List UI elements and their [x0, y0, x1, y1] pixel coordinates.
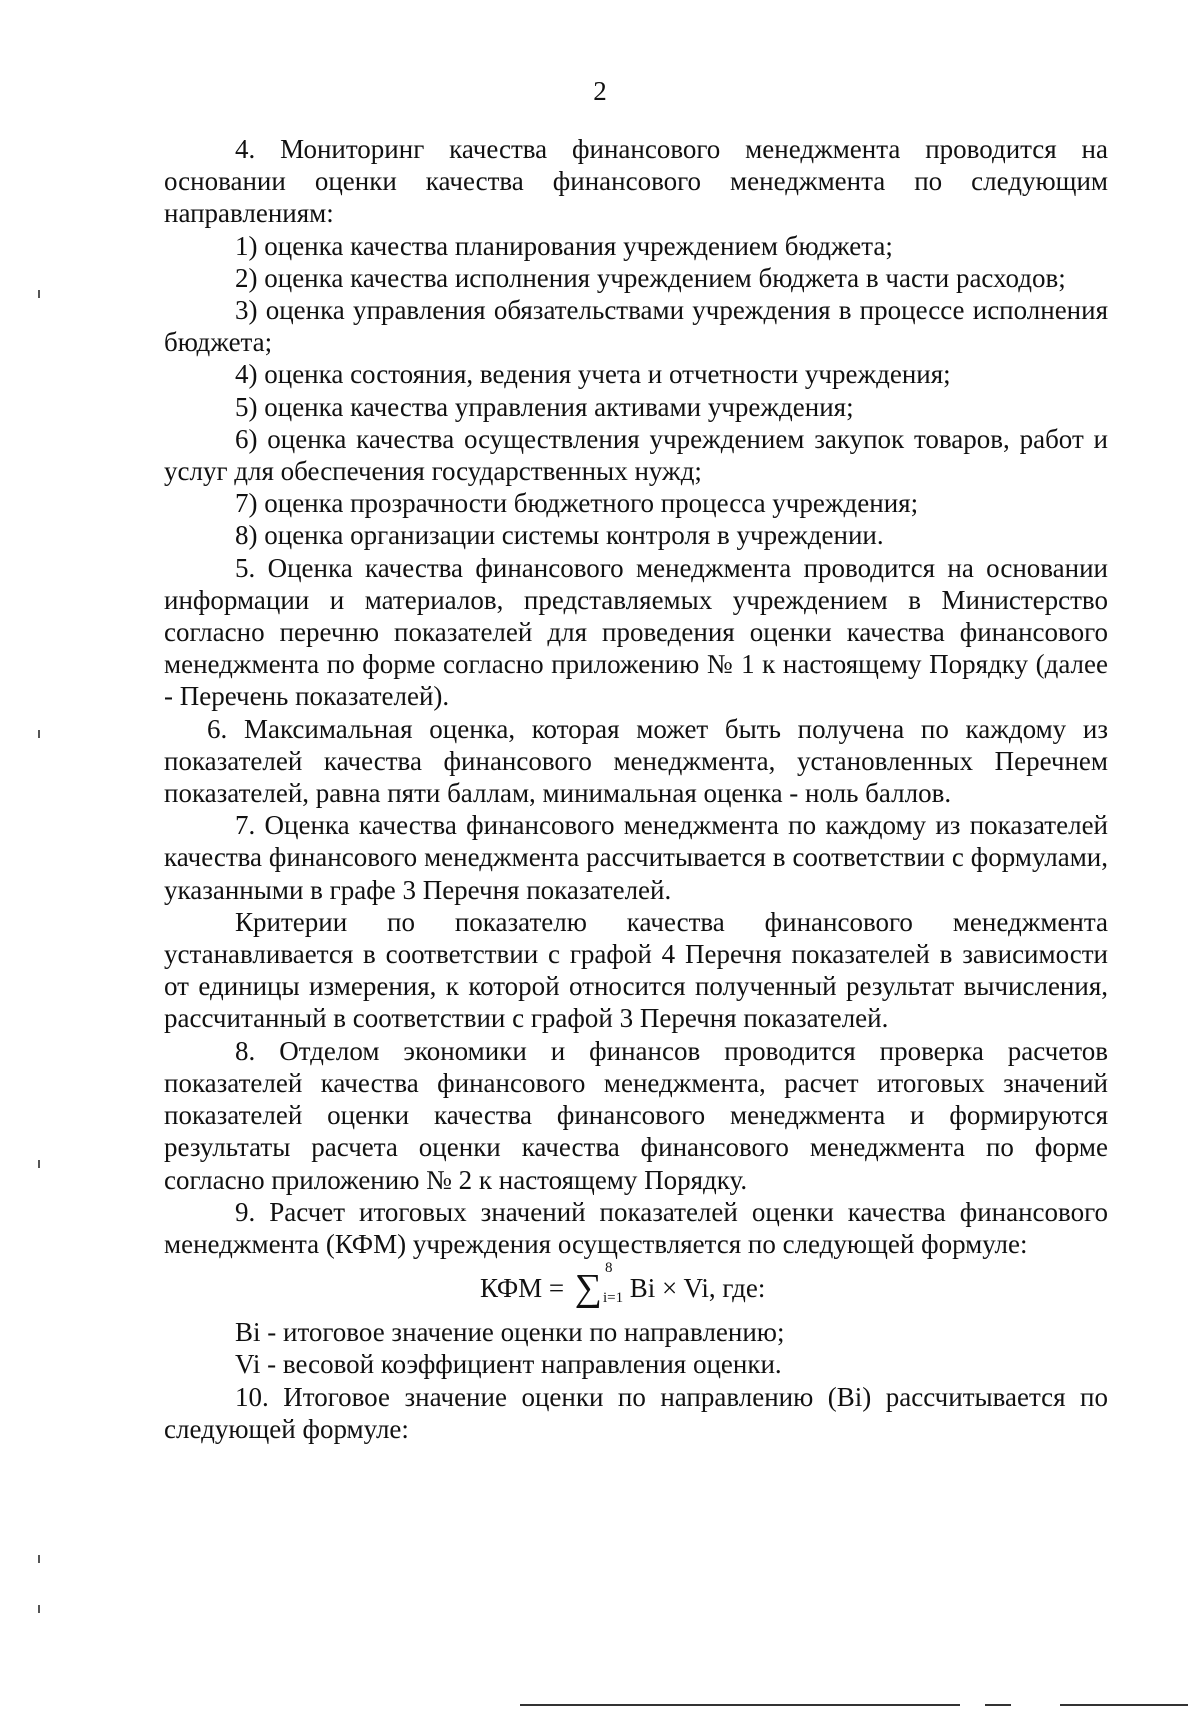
sum-lower-limit: i=1 — [603, 1290, 624, 1307]
sum-upper-limit: 8 — [605, 1260, 613, 1277]
scan-mark — [38, 290, 40, 298]
document-body — [164, 133, 1108, 1445]
list-item-4: 4) оценка состояния, ведения учета и отчетности учреждения; — [235, 359, 951, 390]
paragraph-6: 6. Максимальная оценка, которая может быть получена по каждому из показателей качества финансового менеджмента, установленных Перечнем показателей, равна пяти баллам, минимальная оценка - ноль баллов. — [164, 713, 1108, 809]
page-number: 2 — [593, 76, 607, 106]
scan-mark — [38, 1160, 40, 1168]
definition-bi: Bi - итоговое значение оценки по направлению; — [235, 1317, 785, 1348]
scan-mark — [38, 1605, 40, 1613]
list-item-7: 7) оценка прозрачности бюджетного процесса учреждения; — [235, 488, 919, 519]
formula-lhs: КФМ — [480, 1273, 543, 1304]
sigma-symbol: ∑ — [574, 1267, 602, 1310]
kfm-formula — [164, 1260, 1108, 1310]
paragraph-10: 10. Итоговое значение оценки по направлению (Bi) рассчитывается по следующей формуле: — [164, 1381, 1108, 1444]
paragraph-criteria: Критерии по показателю качества финансового менеджмента устанавливается в соответствии с графой 4 Перечня показателей в зависимости от единицы измерения, к которой относится полученный результат вычисления, рассчитанный в соответствии с графой 3 Перечня показателей. — [164, 906, 1108, 1034]
list-item-1: 1) оценка качества планирования учреждением бюджета; — [235, 230, 893, 261]
scan-edge-line — [1060, 1704, 1188, 1706]
sum-limits — [603, 1260, 624, 1307]
scan-mark — [38, 730, 40, 738]
formula-equals: = — [548, 1273, 565, 1304]
list-item-8: 8) оценка организации системы контроля в учреждении. — [235, 520, 884, 551]
formula-term: Bi × Vi, где: — [629, 1273, 766, 1304]
paragraph-5: 5. Оценка качества финансового менеджмента проводится на основании информации и материалов, представляемых учреждением в Министерство согласно перечню показателей для проведения оценки качества финансового менеджмента по форме согласно приложению № 1 к настоящему Порядку (далее - Перечень показателей). — [164, 552, 1108, 712]
scan-mark — [38, 1555, 40, 1563]
definition-vi: Vi - весовой коэффициент направления оценки. — [235, 1349, 782, 1380]
list-item-3: 3) оценка управления обязательствами учреждения в процессе исполнения бюджета; — [164, 295, 1108, 358]
list-item-2: 2) оценка качества исполнения учреждением бюджета в части расходов; — [235, 262, 1066, 293]
paragraph-8: 8. Отделом экономики и финансов проводится проверка расчетов показателей качества финансового менеджмента, расчет итоговых значений показателей оценки качества финансового менеджмента и формируются результаты расчета оценки качества финансового менеджмента по форме согласно приложению № 2 к настоящему Порядку. — [164, 1035, 1108, 1195]
scan-edge-line — [520, 1704, 960, 1706]
list-item-6: 6) оценка качества осуществления учреждением закупок товаров, работ и услуг для обеспечения государственных нужд; — [164, 423, 1108, 487]
list-item-5: 5) оценка качества управления активами учреждения; — [235, 391, 854, 422]
paragraph-7: 7. Оценка качества финансового менеджмента по каждому из показателей качества финансового менеджмента рассчитывается в соответствии с формулами, указанными в графе 3 Перечня показателей. — [164, 810, 1108, 905]
scan-edge-line — [985, 1704, 1011, 1706]
paragraph-9: 9. Расчет итоговых значений показателей оценки качества финансового менеджмента (КФМ) учреждения осуществляется по следующей формуле: — [164, 1196, 1108, 1259]
paragraph-4: 4. Мониторинг качества финансового менеджмента проводится на основании оценки качества финансового менеджмента по следующим направлениям: — [164, 134, 1108, 229]
